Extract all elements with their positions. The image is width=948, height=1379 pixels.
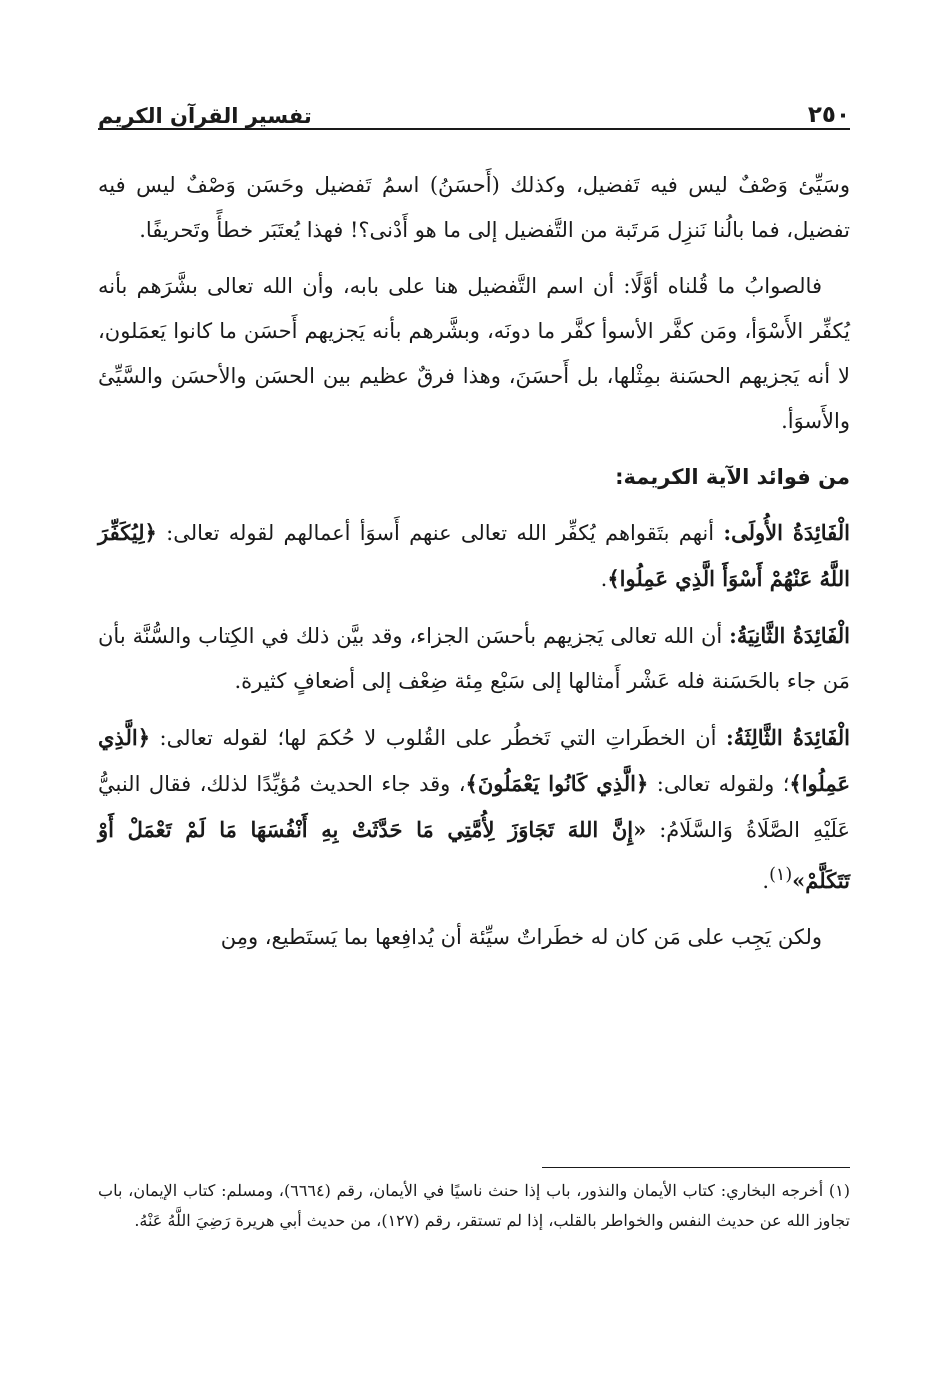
paragraph-last: ولكن يَجِب على مَن كان له خطَراتٌ سيِّئة أن يُدافِعها بما يَستَطيع، ومِن [220,925,822,949]
page-number: ٢٥٠ [807,102,850,128]
benefit-1 [98,510,850,602]
benefit-3 [98,715,850,904]
benefit-3-mid: ؛ ولقوله تعالى: [656,772,790,796]
section-heading: من فوائد الآية الكريمة: [615,465,850,489]
benefit-1-text: أنهم بتَقواهم يُكفِّر الله تعالى عنهم أَسوَأ أعمالهم لقوله تعالى: [166,521,715,545]
benefit-1-label: الْفَائِدَةُ الأُولَى: [723,520,851,545]
benefit-3-label: الْفَائِدَةُ الثَّالِثَةُ: [726,725,850,750]
hadith-quote: «إِنَّ اللهَ تَجَاوَزَ لِأُمَّتِي مَا حَدَّثَتْ بِهِ أَنْفُسَهَا مَا لَمْ تَعْمَلْ أَوْ تَتَكَلَّمْ» [98,817,850,893]
benefit-2-text: أن الله تعالى يَجزيهم بأحسَن الجزاء، وقد بيَّن ذلك في الكِتاب والسُّنَّة بأن مَن جاء بالحَسَنة فله عَشْر أَمثالها إلى سَبْع مِئة ضِعْف إلى أضعافٍ كثيرة. [98,624,850,693]
book-title: تفسير القرآن الكريم [98,104,312,128]
benefit-3-end: . [762,869,770,893]
header-rule [98,128,850,130]
benefit-3-text: أن الخطَراتِ التي تَخطُر على القُلوب لا حُكمَ لها؛ لقوله تعالى: [159,726,717,750]
footnote: (١) أخرجه البخاري: كتاب الأيمان والنذور، باب إذا حنث ناسيًا في الأيمان، رقم (٦٦٦٤)، ومسلم: كتاب الإيمان، باب تجاوز الله عن حديث النفس والخواطر بالقلب، إذا لم تستقر، رقم (١٢٧)، من حديث أبي هريرة رَضِيَ اللَّهُ عَنْهُ. [98,1181,850,1230]
footnote-rule [542,1167,850,1168]
running-header [98,88,850,128]
benefit-1-end: . [600,567,608,591]
quran-verse: ﴿الَّذِي عَمِلُوا﴾ [98,725,851,796]
body-text [98,163,850,971]
paragraph-1: وسَيِّئ وَصْفٌ ليس فيه تَفضيل، وكذلك (أَحسَنُ) اسمُ تَفضيل وحَسَن وَصْفٌ ليس فيه تفضيل، فما بالُنا نَنزِل مَرتَبة من التَّفضيل إلى ما هو أَدْنى؟! فهذا يُعتَبَر خطأً وتَحريفًا. [98,173,850,242]
footnote-ref: (١) [769,865,793,885]
quran-verse: ﴿لِيُكَفِّرَ اللَّهُ عَنْهُمْ أَسْوَأَ الَّذِي عَمِلُوا﴾ [98,520,850,591]
paragraph-2: فالصوابُ ما قُلناه أوَّلًا: أن اسم التَّفضيل هنا على بابه، وأن الله تعالى بشَّرَهم بأنه يُكفِّر الأَسْوَأ، ومَن كفَّر الأسوأ كفَّر ما دونَه، وبشَّرهم بأنه يَجزيهم أَحسَن ما كانوا يَعمَلون، لا أنه يَجزيهم الحسَنة بمِثْلها، بل أَحسَنَ، وهذا فرقٌ عظيم بين الحسَن والأحسَن والسَّيِّئ والأَسوَأ. [98,274,850,433]
benefit-2-label: الْفَائِدَةُ الثَّانِيَةُ: [729,623,850,648]
benefit-2 [98,613,850,704]
benefit-3-mid2: ، وقد جاء الحديث مُؤيِّدًا لذلك، فقال النبيُّ عَلَيْهِ الصَّلَاةُ وَالسَّلَامُ: [98,772,850,842]
quran-verse: ﴿الَّذِي كَانُوا يَعْمَلُونَ﴾ [465,771,649,796]
